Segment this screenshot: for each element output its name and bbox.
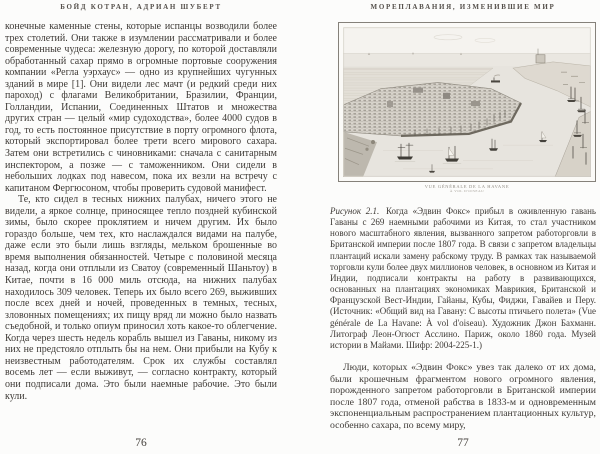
paragraph: конечные каменные стены, которые испанцы возводили более трех столетий. Они также в изумлении рассматривали и более современные чудеса: железную дорогу, по которой доставляли обработанный сахар прямо в огромные портовые сооружения компании «Регла уэрхаус» — одно из крупнейших чугунных зданий в мире [1]. Они видели лес мачт (и редкий среди них пароход) с флагами Великобритании, Бразилии, Франции, Голландии, Испании, Соединенных Штатов и множества других стран — целый «мир судоходства», более 4000 судов в год, то есть постоянное присутствие в порту огромного флота, который экспортировал более трети всего мирового сахара. Затем они встретились с чиновниками: сначала с санитарным инспектором, а позже — с таможенником. Они сидели в небольших лодках под навесом, пока их везли на встречу с капитаном Фергюсоном, чтобы проверить судовой манифест. [5,21,277,194]
running-head-left: БОЙД КОТРАН, АДРИАН ШУБЕРТ [60,3,222,11]
page-77 [300,0,600,454]
paragraph: Люди, которых «Эдвин Фокс» увез так далеко от их дома, были крошечным фрагментом нового огромного явления, порожденного запретом работорговли в Британской империи после 1807 года, отменой рабства в 1833-м и одновременным экспоненциальным распространением плантационных культур, особенно сахара, по всему миру, [330,362,596,431]
plate-subtitle: À VOL D'OISEAU [449,189,485,193]
page-number-right: 77 [457,437,469,449]
havana-harbor-engraving [343,27,591,177]
left-text-block [5,21,277,402]
engraving-frame [338,22,596,182]
plate-title: VUE GÉNÉRALE DE LA HAVANE [424,184,510,189]
page-number-left: 76 [135,437,147,449]
figure-caption [330,206,596,351]
paragraph: Те, кто сидел в тесных нижних палубах, ничего этого не видели, а яркое солнце, приносящее тепло поздней кубинской зимы, было скорее проклятием и ничем другим. Их было гораздо больше, чем тех, кто наслаждался видами на палубе, даже если это были лишь взгляды, мельком брошенные во время выполнения обязанностей. Четыре с половиной месяца назад, когда они отплыли из Сватоу (современный Шаньтоу) в Китае, почти в 16 000 миль отсюда, на нижних палубах находилось 309 человек. Теперь их было всего 269, выживших после всех дней и ночей, проведенных в темных, тесных, зловонных помещениях; их пищу вряд ли можно было назвать съедобной, и только опиум приносил хоть какое-то облегчение. Когда через шесть недель корабль вышел из Гаваны, никому из них не предстояло отплыть бы на нем. Они прибыли на Кубу к неизвестным работодателям. Срок их службы составлял восемь лет — если выживут, — согласно контракту, который они подписали дома. Это были наемные рабочие. Это были кули. [5,194,277,402]
figure-caption-text: Когда «Эдвин Фокс» прибыл в оживленную гавань Гаваны с 269 наемными рабочими из Китая, то стал участником нового масштабного явления, вызванного запретом работорговли в Британской империи после 1807 года. В связи с запретом владельцы плантаций искали замену рабскому труду. В рамках так называемой торговли кули более двух миллионов человек, в основном из Китая и Индии, подписали контракты на работу в развивающихся, основанных на плантациях экономиках Маврикия, Британской и Французской Вест-Индии, Гайаны, Кубы, Фиджи, Гавайев и Перу. (Источник: «Общий вид на Гавану: С высоты птичьего полета» (Vue générale de La Havane: À vol d'oiseau). Художник Джон Бахманн. Литограф Леон-Огюст Асслино. Париж, около 1860 года. Музей истории в Майами. Шифр: 2004-225-1.) [330,206,596,350]
running-head-right: МОРЕПЛАВАНИЯ, ИЗМЕНИВШИЕ МИР [370,3,556,11]
figure-caption-label: Рисунок 2.1. [330,206,384,216]
figure-2-1 [338,22,596,193]
